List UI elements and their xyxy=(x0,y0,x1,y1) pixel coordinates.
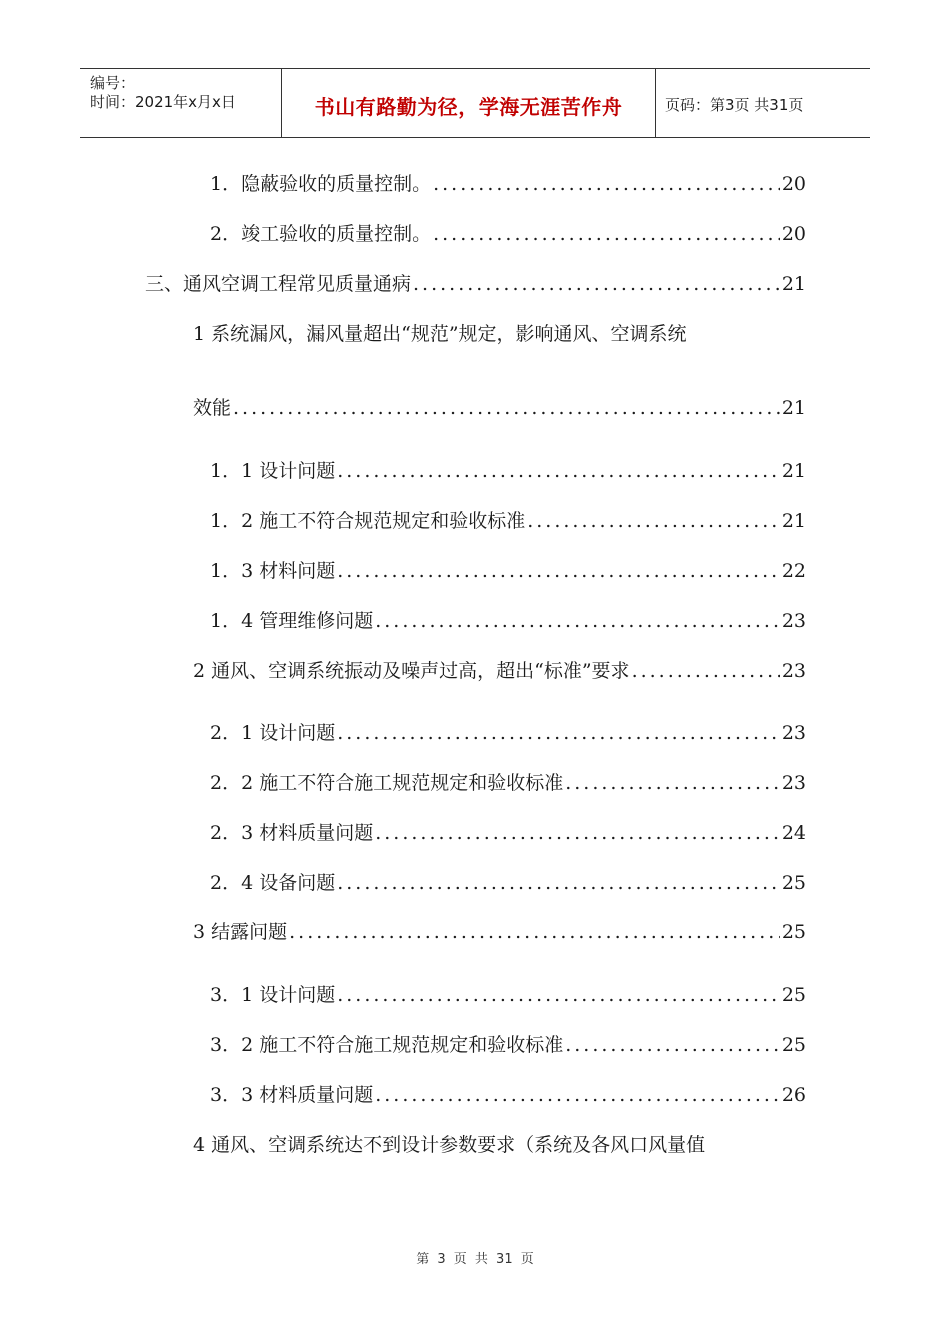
toc-leader-dots xyxy=(565,1033,780,1057)
toc-entry-label: 2．3 材料质量问题 xyxy=(210,822,374,844)
page-footer: 第 3 页 共 31 页 xyxy=(416,1252,534,1267)
toc-leader-dots xyxy=(565,771,780,795)
toc-entry-label: 三、通风空调工程常见质量通病 xyxy=(145,273,412,295)
page-header xyxy=(80,68,870,138)
toc-entry[interactable] xyxy=(210,983,806,1007)
document-number-label: 编号： xyxy=(90,74,136,92)
toc-entry-page: 20 xyxy=(781,223,806,245)
toc-entry-label: 2 通风、空调系统振动及噪声过高，超出“标准”要求 xyxy=(193,660,630,682)
toc-entry-label: 2．2 施工不符合施工规范规定和验收标准 xyxy=(210,772,564,794)
header-meta-cell xyxy=(80,69,281,137)
toc-leader-dots xyxy=(632,659,780,683)
toc-entry[interactable] xyxy=(210,559,806,583)
toc-entry[interactable] xyxy=(210,609,806,633)
header-motto-cell xyxy=(281,69,656,137)
toc-leader-dots xyxy=(527,509,780,533)
toc-entry-page: 24 xyxy=(781,822,806,844)
toc-entry[interactable] xyxy=(210,1083,806,1107)
toc-entry-page: 21 xyxy=(781,397,806,419)
toc-leader-dots xyxy=(375,821,780,845)
toc-entry-page: 25 xyxy=(781,1034,806,1056)
document-time-label: 时间：2021年x月x日 xyxy=(90,93,236,111)
toc-leader-dots xyxy=(375,1083,780,1107)
toc-leader-dots xyxy=(337,559,780,583)
toc-entry-page: 23 xyxy=(781,722,806,744)
toc-entry-page: 22 xyxy=(781,560,806,582)
toc-entry-label: 3 结露问题 xyxy=(193,921,288,943)
toc-entry[interactable] xyxy=(210,871,806,895)
toc-entry-label: 1．4 管理维修问题 xyxy=(210,610,374,632)
toc-leader-dots xyxy=(413,272,780,296)
toc-entry-page: 26 xyxy=(781,1084,806,1106)
toc-entry-label: 2．1 设计问题 xyxy=(210,722,336,744)
toc-entry[interactable] xyxy=(193,396,806,420)
toc-entry-label: 2．4 设备问题 xyxy=(210,872,336,894)
header-page-cell xyxy=(655,69,870,137)
toc-leader-dots xyxy=(337,459,780,483)
toc-leader-dots xyxy=(337,983,780,1007)
toc-entry-label: 效能 xyxy=(193,397,232,419)
toc-entry[interactable] xyxy=(193,659,806,683)
toc-entry-page: 21 xyxy=(781,510,806,532)
toc-entry[interactable] xyxy=(210,721,806,745)
toc-entry[interactable] xyxy=(210,1033,806,1057)
toc-entry-page: 20 xyxy=(781,173,806,195)
toc-entry[interactable] xyxy=(210,172,806,196)
toc-entry-label: 3．2 施工不符合施工规范规定和验收标准 xyxy=(210,1034,564,1056)
toc-leader-dots xyxy=(233,396,780,420)
toc-entry[interactable] xyxy=(193,920,806,944)
toc-leader-dots xyxy=(289,920,780,944)
toc-entry-label: 3．1 设计问题 xyxy=(210,984,336,1006)
toc-leader-dots xyxy=(337,871,780,895)
toc-entry-label: 1．2 施工不符合规范规定和验收标准 xyxy=(210,510,526,532)
toc-entry-label: 1．3 材料问题 xyxy=(210,560,336,582)
toc-leader-dots xyxy=(337,721,780,745)
toc-entry[interactable] xyxy=(210,771,806,795)
toc-entry[interactable] xyxy=(210,222,806,246)
header-page-info: 页码：第3页 共31页 xyxy=(665,96,804,114)
toc-entry-page: 23 xyxy=(781,660,806,682)
toc-entry-page: 23 xyxy=(781,610,806,632)
toc-entry-page: 25 xyxy=(781,872,806,894)
toc-entry-page: 21 xyxy=(781,460,806,482)
toc-entry[interactable] xyxy=(145,272,806,296)
toc-entry-label: 1．1 设计问题 xyxy=(210,460,336,482)
toc-entry-label: 3．3 材料质量问题 xyxy=(210,1084,374,1106)
toc-entry-label: 2．竣工验收的质量控制。 xyxy=(210,223,432,245)
toc-leader-dots xyxy=(433,172,780,196)
header-motto: 书山有路勤为径，学海无涯苦作舟 xyxy=(314,95,623,119)
toc-entry-page: 25 xyxy=(781,921,806,943)
toc-entry-continued[interactable]: 1 系统漏风，漏风量超出“规范”规定，影响通风、空调系统 xyxy=(193,323,687,345)
toc-entry-page: 25 xyxy=(781,984,806,1006)
toc-entry-continued[interactable]: 4 通风、空调系统达不到设计参数要求（系统及各风口风量值 xyxy=(193,1134,706,1156)
toc-entry-page: 23 xyxy=(781,772,806,794)
toc-entry[interactable] xyxy=(210,821,806,845)
toc-entry-label: 1．隐蔽验收的质量控制。 xyxy=(210,173,432,195)
toc-leader-dots xyxy=(375,609,780,633)
toc-entry[interactable] xyxy=(210,459,806,483)
toc-leader-dots xyxy=(433,222,780,246)
toc-entry[interactable] xyxy=(210,509,806,533)
toc-entry-page: 21 xyxy=(781,273,806,295)
